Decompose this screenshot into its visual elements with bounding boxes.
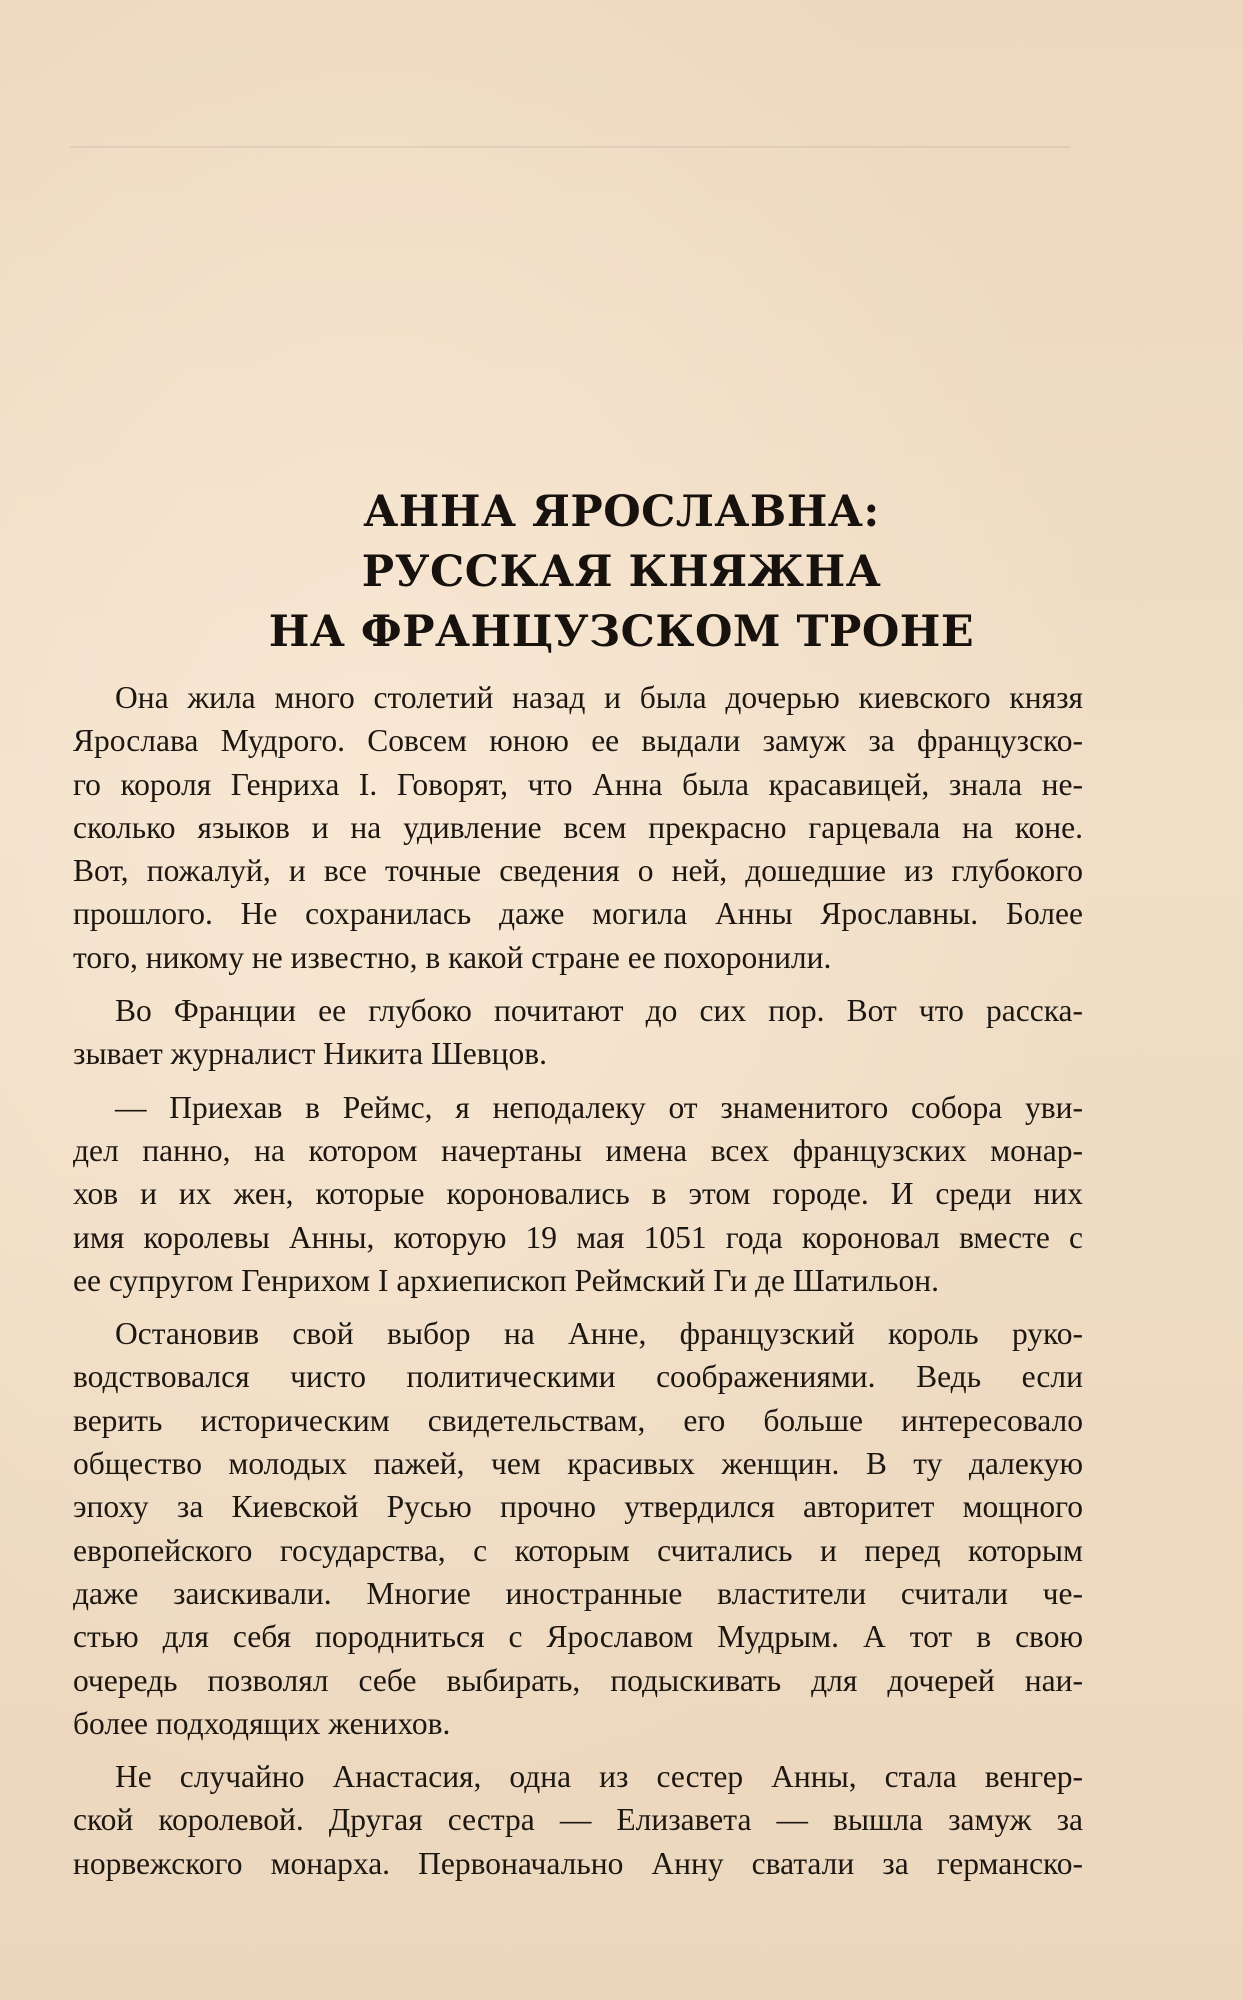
text-line: Не случайно Анастасия, одна из сестер Анны, стала венгер- bbox=[115, 1759, 1083, 1795]
show-through-header-rule bbox=[70, 112, 1070, 148]
text-line: более подходящих женихов. bbox=[73, 1705, 451, 1741]
paragraph bbox=[73, 1086, 1083, 1302]
paragraph bbox=[73, 1755, 1083, 1885]
text-line: очередь позволял себе выбирать, подыскивать для дочерей наи- bbox=[73, 1662, 1083, 1698]
show-through-line bbox=[70, 190, 1130, 234]
body-text bbox=[73, 676, 1083, 1895]
text-line: даже заискивали. Многие иностранные властители считали че- bbox=[73, 1575, 1083, 1611]
text-line: прошлого. Не сохранилась даже могила Анны Ярославны. Более bbox=[73, 896, 1083, 932]
text-line: того, никому не известно, в какой стране ее похоронили. bbox=[73, 939, 832, 975]
text-line: Ярослава Мудрого. Совсем юною ее выдали замуж за французско- bbox=[73, 723, 1083, 759]
text-line: норвежского монарха. Первоначально Анну сватали за германско- bbox=[73, 1845, 1083, 1881]
chapter-title-line: НА ФРАНЦУЗСКОМ ТРОНЕ bbox=[268, 607, 975, 657]
text-line: имя королевы Анны, которую 19 мая 1051 года короновал вместе с bbox=[73, 1219, 1083, 1255]
text-line: ской королевой. Другая сестра — Елизавета — вышла замуж за bbox=[73, 1802, 1083, 1838]
text-line: Она жила много столетий назад и была дочерью киевского князя bbox=[115, 680, 1083, 715]
text-line: Вот, пожалуй, и все точные сведения о ней, дошедшие из глубокого bbox=[73, 853, 1083, 889]
text-line: го короля Генриха I. Говорят, что Анна была красавицей, знала не- bbox=[73, 766, 1083, 802]
chapter-title-line: АННА ЯРОСЛАВНА: bbox=[363, 487, 880, 537]
text-line: Остановив свой выбор на Анне, французский король руко- bbox=[115, 1316, 1083, 1352]
paragraph bbox=[73, 676, 1083, 979]
chapter-title-line: РУССКАЯ КНЯЖНА bbox=[361, 547, 882, 597]
text-line: Во Франции ее глубоко почитают до сих пор. Вот что расска- bbox=[115, 993, 1083, 1029]
text-line: общество молодых пажей, чем красивых женщин. В ту далекую bbox=[73, 1446, 1083, 1482]
text-line: эпоху за Киевской Русью прочно утвердился авторитет мощного bbox=[73, 1489, 1083, 1525]
text-line: дел панно, на котором начертаны имена всех французских монар- bbox=[73, 1132, 1083, 1168]
paragraph bbox=[73, 989, 1083, 1076]
text-line: — Приехав в Реймс, я неподалеку от знаменитого собора уви- bbox=[115, 1089, 1083, 1125]
text-line: зывает журналист Никита Шевцов. bbox=[73, 1036, 548, 1072]
text-line: сколько языков и на удивление всем прекрасно гарцевала на коне. bbox=[73, 809, 1083, 845]
chapter-title bbox=[0, 482, 1243, 662]
text-line: верить историческим свидетельствам, его больше интересовало bbox=[73, 1402, 1083, 1438]
text-line: ее супругом Генрихом I архиепископ Реймский Ги де Шатильон. bbox=[73, 1262, 940, 1298]
text-line: хов и их жен, которые короновались в этом городе. И среди них bbox=[73, 1176, 1083, 1212]
text-line: водствовался чисто политическими соображениями. Ведь если bbox=[73, 1359, 1083, 1395]
text-line: европейского государства, с которым считались и перед которым bbox=[73, 1532, 1083, 1568]
paragraph bbox=[73, 1312, 1083, 1745]
text-line: стью для себя породниться с Ярославом Мудрым. А тот в свою bbox=[73, 1619, 1083, 1655]
